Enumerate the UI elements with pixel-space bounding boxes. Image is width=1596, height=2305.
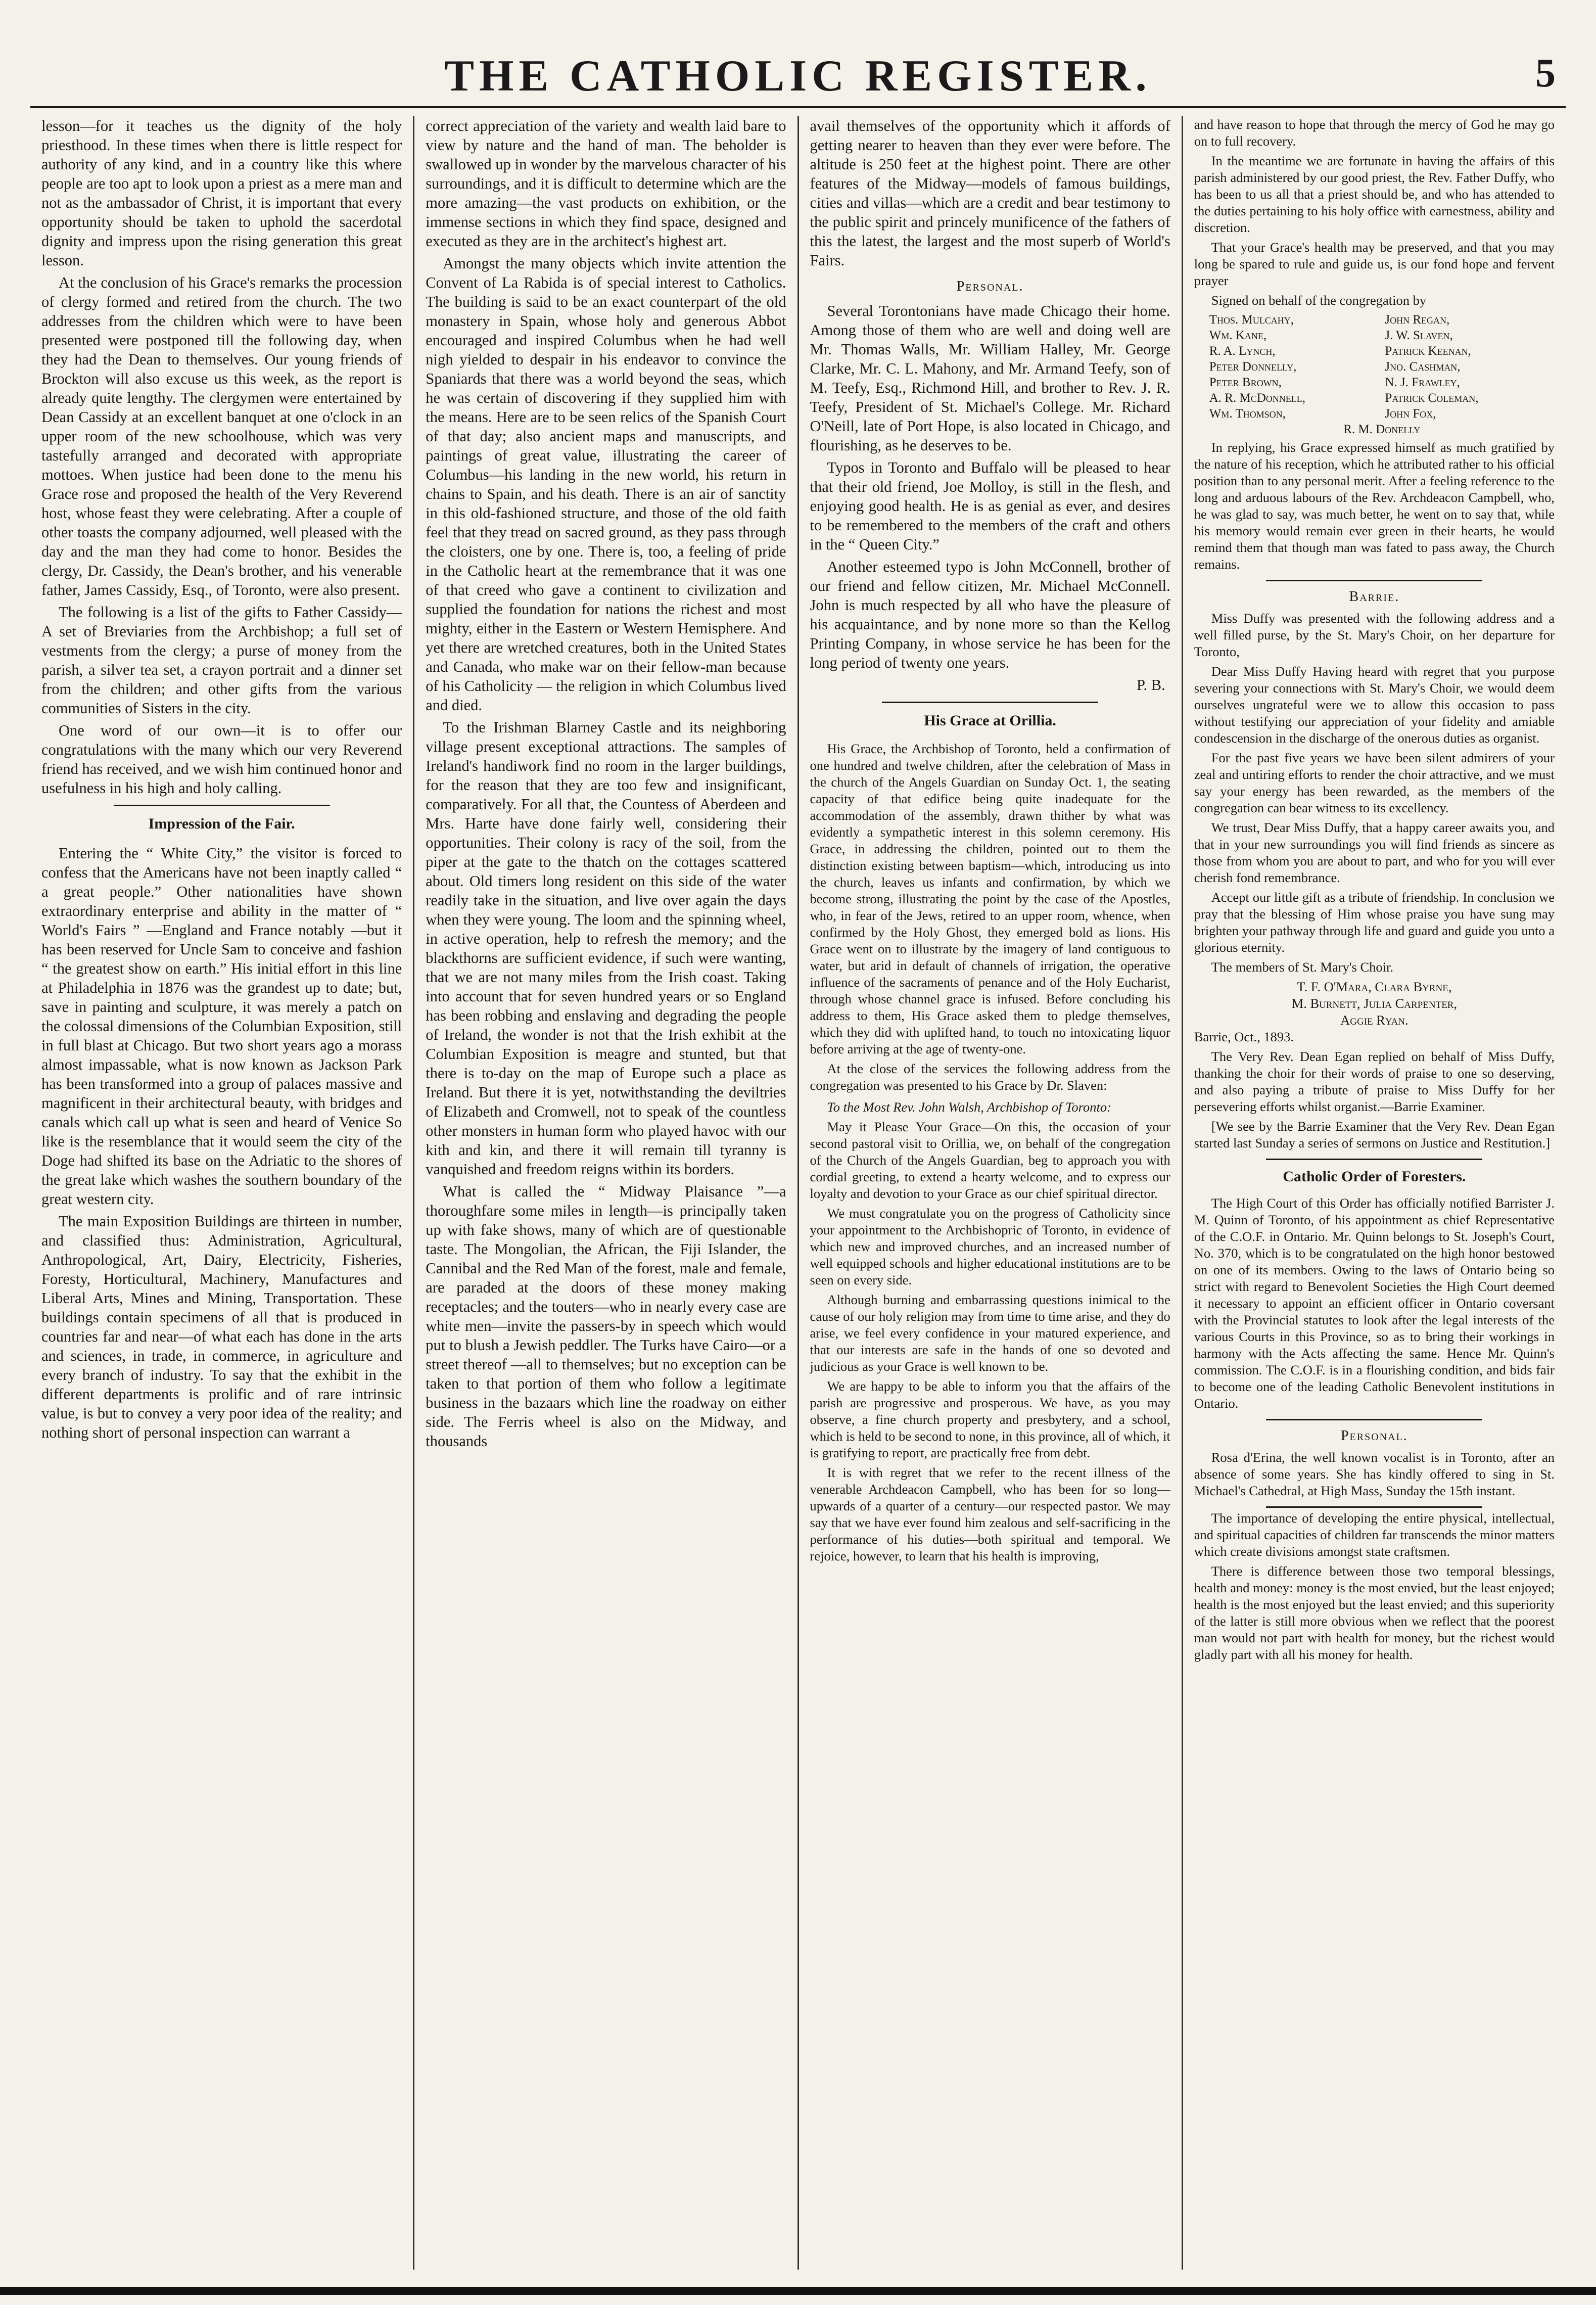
column-1: [30, 116, 414, 2270]
paragraph: To the Irishman Blarney Castle and its neighboring village present exceptional attractions. The samples of Ireland's handiwork find no room in the larger buildings, for the reason that they are too few and insignificant, comparatively. For all that, the Countess of Aberdeen and Mrs. Harte have done fairly well, considering their opportunities. Their colony is racy of the soil, from the piper at the gate to the thatch on the cottages scattered about. Old timers long resident on this side of the water readily take in the situation, and live over again the days when they were young. The loom and the spinning wheel, in active operation, help to refresh the memory; and the blackthorns are sufficient evidence, if such were wanting, that we are not many miles from the Irish coast. Taking into account that for seven hundred years or so England has been robbing and enslaving and degrading the people of Ireland, the wonder is not that the Irish exhibit at the Columbian Exposition is meagre and stunted, but that there is to-day on the map of Europe such a place as Ireland. But there it is yet, notwithstanding the deviltries of Elizabeth and Cromwell, not to speak of the countless other monsters in human form who played havoc with our kith and kin, and there it will remain till tyranny is vanquished and freedom reigns within its borders.: [426, 719, 786, 1178]
section-rule: [1266, 1159, 1482, 1160]
columns: [30, 116, 1566, 2270]
section-rule: [114, 805, 330, 806]
signatory-name: Peter Donnelly,: [1209, 360, 1297, 374]
section-rule: [1266, 1506, 1482, 1508]
section-rule: [1266, 580, 1482, 581]
paragraph: We trust, Dear Miss Duffy, that a happy career awaits you, and that in your new surroundings you will find friends as sincere as those from whom you are about to part, and who for you will ever cherish fond remembrance.: [1194, 820, 1555, 885]
paragraph: lesson—for it teaches us the dignity of the holy priesthood. In these times when there is little respect for authority of any kind, and in a country like this where people are too apt to look upon a priest as a mere man and not as the ambassador of Christ, it is important that every opportunity should be taken to uphold the sacerdotal dignity and impress upon the rising generation this great lesson.: [41, 117, 402, 269]
paragraph: What is called the “ Midway Plaisance ”—a thoroughfare some miles in length—is principally taken up with fake shows, many of which are of questionable taste. The Mongolian, the African, the Fiji Islander, the Cannibal and the Red Man of the forest, male and female, are paraded at the doors of these money making receptacles; and the touters—who in nearly every case are white men—invite the passers-by in speech which would put to blush a Jewish peddler. The Turks have Cairo—or a street thereof —all to themselves; but no exception can be taken to that portion of them who follow a legitimate business in the bazaars which line the roadway on either side. The Ferris wheel is also on the Midway, and thousands: [426, 1183, 786, 1450]
paragraph: avail themselves of the opportunity which it affords of getting nearer to heaven than they ever were before. The altitude is 250 feet at the highest point. There are other features of the Midway—models of famous buildings, cities and villas—which are a credit and bear testimony to the public spirit and princely munificence of the fathers of this the latest, the largest and the most superb of World's Fairs.: [810, 117, 1170, 269]
masthead: [30, 30, 1566, 108]
signatory-name: R. A. Lynch,: [1209, 344, 1276, 358]
paragraph: We are happy to be able to inform you that the affairs of the parish are progressive and prosperous. We have, as you may observe, a fine church property and presbytery, and a school, which is held to be second to none, in this province, all of which, it is gratifying to report, are practically free from debt.: [810, 1378, 1170, 1460]
paragraph: Rosa d'Erina, the well known vocalist is in Toronto, after an absence of some years. She has kindly offered to sing in St. Michael's Cathedral, at High Mass, Sunday the 15th instant.: [1194, 1450, 1555, 1498]
article-heading: Catholic Order of Foresters.: [1283, 1168, 1466, 1185]
paragraph: The High Court of this Order has officially notified Barrister J. M. Quinn of Toronto, of his appointment as chief Representative of the C.O.F. in Ontario. Mr. Quinn belongs to St. Joseph's Court, No. 370, which is to be congratulated on the high honor bestowed on one of its members. Owing to the laws of Ontario being so strict with regard to Benevolent Societies the High Court deemed it necessary to appoint an efficient officer in Ontario coversant with the Provincial statutes to look after the legal interests of the various Courts in this Province, so as to bring their workings in harmony with the Acts affecting the same. Hence Mr. Quinn's commission. The C.O.F. is in a flourishing condition, and bids fair to become one of the leading Catholic Benevolent institutions in Ontario.: [1194, 1195, 1555, 1411]
paragraph: That your Grace's health may be preserved, and that you may long be spared to rule and guide us, is our fond hope and fervent prayer: [1194, 240, 1555, 288]
footer-rule: [0, 2287, 1596, 2295]
paragraph: Typos in Toronto and Buffalo will be pleased to hear that their old friend, Joe Molloy, is still in the flesh, and enjoying good health. He is as genial as ever, and desires to be remembered to the members of the craft and others in the “ Queen City.”: [810, 459, 1170, 553]
paragraph: Amongst the many objects which invite attention the Convent of La Rabida is of special interest to Catholics. The building is said to be an exact counterpart of the old monastery in Spain, whose holy and generous Abbot encouraged and inspired Columbus when he had well nigh yielded to despair in his endeavor to convince the Spaniards that there was a world beyond the seas, which he was certain of discovering if they supplied him with the means. Here are to be seen relics of the Spanish Court of that day; also ancient maps and manuscripts, and paintings of great value, illustrating the career of Columbus—his landing in the new world, his return in chains to Spain, and his death. There is an air of sanctity in this old-fashioned structure, and those of the old faith feel that they tread on sacred ground, as they pass through the cloisters, one by one. There is, too, a feeling of pride in the Catholic heart at the remembrance that it was one of that creed who gave a continent to civilization and supplied the foundation for nations the richest and most mighty, either in the Eastern or Western Hemisphere. And yet there are wretched creatures, both in the United States and Canada, who make war on their fellow-man because of his Catholicity — the religion in which Columbus lived and died.: [426, 255, 786, 714]
signatory-name: Patrick Coleman,: [1385, 391, 1479, 405]
column-3: [799, 116, 1183, 2270]
dateline: Barrie, Oct., 1893.: [1194, 1029, 1294, 1044]
paragraph: His Grace, the Archbishop of Toronto, held a confirmation of one hundred and twelve children, after the celebration of Mass in the church of the Angels Guardian on Sunday Oct. 1, the seating capacity of that edifice being quite inadequate for the accommodation of the assembly, drawn thither by what was evidently a sympathetic interest in this solemn ceremony. His Grace, in addressing the children, pointed out to them the distinction existing between baptism—which, introducing us into the church, leaves us infants and confirmation, by which we become strong, illustrating the point by the case of the Apostles, who, in fear of the Jews, retired to an upper room, whence, when confirmed by the Holy Ghost, they emerged bold as lions. His Grace went on to illustrate by the imagery of land contiguous to water, but arid in default of channels of irrigation, the operative influence of the sacraments of penance and of the Holy Eucharist, through whose channel grace is infused. Before concluding his address to them, His Grace asked them to pledge themselves, which they did with uplifted hand, to touch no intoxicating liquor before arriving at the age of twenty-one.: [810, 741, 1170, 1056]
paragraph: The members of St. Mary's Choir.: [1211, 959, 1394, 975]
section-heading: Barrie.: [1349, 589, 1400, 605]
column-2: [414, 116, 799, 2270]
column-4: [1183, 116, 1566, 2270]
signatory-name: Jno. Cashman,: [1385, 360, 1461, 374]
paragraph: Dear Miss Duffy Having heard with regret that you purpose severing your connections with St. Mary's Choir, we would deem ourselves ungrateful were we to allow this occasion to pass without testifying our appreciation of your fidelity and amiable condescension in the discharge of the onerous duties as organist.: [1194, 664, 1555, 746]
section-heading: Personal.: [1340, 1428, 1408, 1444]
signatory-name: Wm. Thomson,: [1209, 407, 1286, 421]
paragraph: In the meantime we are fortunate in having the affairs of this parish administered by our good priest, the Rev. Father Duffy, who has been to us all that a priest should be, and who has attended to the duties pertaining to his holy office with earnestness, ability and discretion.: [1194, 153, 1555, 235]
signatory-name: J. W. Slaven,: [1385, 329, 1453, 342]
paragraph: Although burning and embarrassing questions inimical to the cause of our holy religion may from time to time arise, and they do arise, we feel every confidence in your matured experience, and that our interests are safe in the hands of one so devoted and judicious as your Grace is well known to be.: [810, 1292, 1170, 1374]
paragraph: Miss Duffy was presented with the following address and a well filled purse, by the St. Mary's Choir, on her departure for Toronto,: [1194, 611, 1555, 659]
paragraph: The main Exposition Buildings are thirteen in number, and classified thus: Administration, Agricultural, Anthropological, Art, Dairy, Electricity, Fisheries, Foresty, Horticultural, Machinery, Manufactures and Liberal Arts, Mines and Mining, Transportation. These buildings contain specimens of all that is produced in countries far and near—of what each has done in the arts and sciences, in trade, in commerce, in agriculture and every branch of industry. To say that the exhibit in the different departments is prolific and of rare intrinsic value, is but to convey a very poor idea of the reality; and nothing short of personal inspection can warrant a: [41, 1213, 402, 1441]
paragraph: At the close of the services the following address from the congregation was presented to his Grace by Dr. Slaven:: [810, 1061, 1170, 1093]
paragraph: At the conclusion of his Grace's remarks the procession of clergy formed and retired from the church. The two addresses from the children which were to have been presented were postponed till the following day, when they had the Dean to themselves. Our young friends of Brockton will also excuse us this week, as the report is already quite lengthy. The clergymen were entertained by Dean Cassidy at an excellent banquet at one o'clock in an upper room of the new schoolhouse, which was very tastefully arranged and decorated with appropriate mottoes. When justice had been done to the menu his Grace rose and proposed the health of the Very Reverend host, whose feast they were celebrating. After a couple of other toasts the company adjourned, well pleased with the day and the man they had come to honor. Besides the clergy, Dr. Cassidy, the Dean's brother, and his venerable father, James Cassidy, Esq., of Toronto, were also present.: [41, 274, 402, 598]
paragraph: It is with regret that we refer to the recent illness of the venerable Archdeacon Campbell, who has been for so long—upwards of a quarter of a century—our respected pastor. We may say that we have ever found him zealous and self-sacrificing in the performance of his duties—both spiritual and temporal. We rejoice, however, to learn that his health is improving,: [810, 1465, 1170, 1563]
section-heading: Personal.: [956, 279, 1024, 294]
section-rule: [882, 702, 1098, 703]
signatory-name: John Fox,: [1385, 407, 1436, 421]
section-rule: [1266, 1419, 1482, 1420]
paragraph: Another esteemed typo is John McConnell, brother of our friend and fellow citizen, Mr. Michael McConnell. John is much respected by all who have the pleasure of his acquaintance, and by none more so than the Kellog Printing Company, in whose service he has been for the long period of twenty one years.: [810, 558, 1170, 671]
signatory-name: R. M. Donelly: [1343, 423, 1421, 436]
address-salutation: To the Most Rev. John Walsh, Archbishop of Toronto:: [827, 1099, 1111, 1115]
paragraph: There is difference between those two temporal blessings, health and money: money is the most envied, but the least enjoyed; health is the most enjoyed but the least envied; and this superiority of the latter is still more obvious when we reflect that the poorest man would not part with health for money, but the richest would gladly part with all his money for health.: [1194, 1563, 1555, 1662]
signature: P. B.: [1136, 676, 1165, 694]
article-heading: His Grace at Orillia.: [924, 712, 1056, 729]
choir-names: [1194, 979, 1555, 1029]
signatory-list: [1209, 312, 1555, 437]
choir-line: M. Burnett, Julia Carpenter,: [1291, 996, 1458, 1011]
paragraph: The importance of developing the entire physical, intellectual, and spiritual capacities of children far transcends the minor matters which create divisions amongst state craftsmen.: [1194, 1510, 1555, 1559]
page-number: 5: [1535, 51, 1556, 96]
signatory-name: John Regan,: [1385, 313, 1450, 327]
signatory-name: Thos. Mulcahy,: [1209, 313, 1294, 327]
newspaper-title: THE CATHOLIC REGISTER.: [444, 52, 1152, 101]
paragraph: Signed on behalf of the congregation by: [1211, 293, 1427, 308]
paragraph: correct appreciation of the variety and wealth laid bare to view by nature and the hand of man. The beholder is swallowed up in wonder by the marvelous character of his surroundings, and it is difficult to determine which are the more amazing—the vast products on exhibition, or the immense sections in which they find space, designed and executed as they are in the architect's highest art.: [426, 117, 786, 250]
paragraph: For the past five years we have been silent admirers of your zeal and untiring efforts to render the choir attractive, and we must say your energy has been rewarded, as the members of the congregation can bear witness to its excellency.: [1194, 750, 1555, 815]
paragraph: We must congratulate you on the progress of Catholicity since your appointment to the Archbishopric of Toronto, in evidence of which new and improved churches, and an increased number of well equipped schools and higher educational institutions are to be seen on every side.: [810, 1206, 1170, 1287]
paragraph: Accept our little gift as a tribute of friendship. In conclusion we pray that the blessing of Him whose praise you have sung may brighten your pathway through life and guard and guide you unto a glorious eternity.: [1194, 890, 1555, 955]
signatory-name: Peter Brown,: [1209, 376, 1282, 389]
paragraph: In replying, his Grace expressed himself as much gratified by the nature of his reception, which he attributed rather to his official position than to any personal merit. After a feeling reference to the long and arduous labours of the Rev. Archdeacon Campbell, who, he was glad to say, was much better, he went on to say that, while his memory would remain ever green in their hearts, he would remind them that though man was fated to pass away, the Church remains.: [1194, 440, 1555, 572]
signatory-name: N. J. Frawley,: [1385, 376, 1460, 389]
article-heading: Impression of the Fair.: [148, 815, 295, 832]
small-text-block: [810, 741, 1170, 1564]
signatory-name: Wm. Kane,: [1209, 329, 1267, 342]
signatory-name: Patrick Keenan,: [1385, 344, 1471, 358]
paragraph: Several Torontonians have made Chicago their home. Among those of them who are well and doing well are Mr. Thomas Walls, Mr. William Halley, Mr. George Clarke, Mr. C. L. Mahony, and Mr. Armand Teefy, son of M. Teefy, Esq., Richmond Hill, and brother to Rev. J. R. Teefy, President of St. Michael's College. Mr. Richard O'Neill, late of Port Hope, is also located in Chicago, and flourishing, as he deserves to be.: [810, 302, 1170, 454]
signatory-name: A. R. McDonnell,: [1209, 391, 1306, 405]
paragraph: One word of our own—it is to offer our congratulations with the many which our very Reverend friend has received, and we wish him continued honor and usefulness in his high and holy calling.: [41, 722, 402, 797]
choir-line: Aggie Ryan.: [1340, 1012, 1409, 1028]
paragraph: The following is a list of the gifts to Father Cassidy—A set of Breviaries from the Archbishop; a full set of vestments from the clergy; a purse of money from the parish, a silver tea set, a crayon portrait and a dinner set from the children; and other gifts from the various communities of Sisters in the city.: [41, 604, 402, 717]
paragraph: [We see by the Barrie Examiner that the Very Rev. Dean Egan started last Sunday a series of sermons on Justice and Restitution.]: [1194, 1119, 1555, 1150]
paragraph: May it Please Your Grace—On this, the occasion of your second pastoral visit to Orillia, we, on behalf of the congregation of the Church of the Angels Guardian, beg to approach you with cordial greeting, to extend a hearty welcome, and to express our loyalty and devotion to your Grace as our chief spiritual director.: [810, 1119, 1170, 1201]
paragraph: and have reason to hope that through the mercy of God he may go on to full recovery.: [1194, 117, 1555, 149]
choir-line: T. F. O'Mara, Clara Byrne,: [1297, 979, 1452, 994]
paragraph: Entering the “ White City,” the visitor is forced to confess that the Americans have not been inaptly called “ a great people.” Other nationalities have shown extraordinary enterprise and ability in the matter of “ World's Fairs ” —England and France notably —but it has been reserved for Uncle Sam to conceive and fashion “ the greatest show on earth.” His initial effort in this line at Philadelphia in 1876 was the grandest up to date; but, save in painting and sculpture, it was merely a patch on the colossal dimensions of the Columbian Exposition, still in full blast at Chicago. But two short years ago a morass almost impassable, what is now known as Jackson Park has been transformed into a group of palaces massive and magnificent in their architectural beauty, with bridges and canals which call up what is seen and heard of Venice So like is the resemblance that it would seem the city of the Doge had shifted its base on the Adriatic to the shores of the great lake which washes the southern boundary of the great western city.: [41, 845, 402, 1208]
paragraph: The Very Rev. Dean Egan replied on behalf of Miss Duffy, thanking the choir for their words of praise to one so deserving, and also paying a tribute of praise to Miss Duffy for her persevering efforts whilst organist.—Barrie Examiner.: [1194, 1049, 1555, 1114]
